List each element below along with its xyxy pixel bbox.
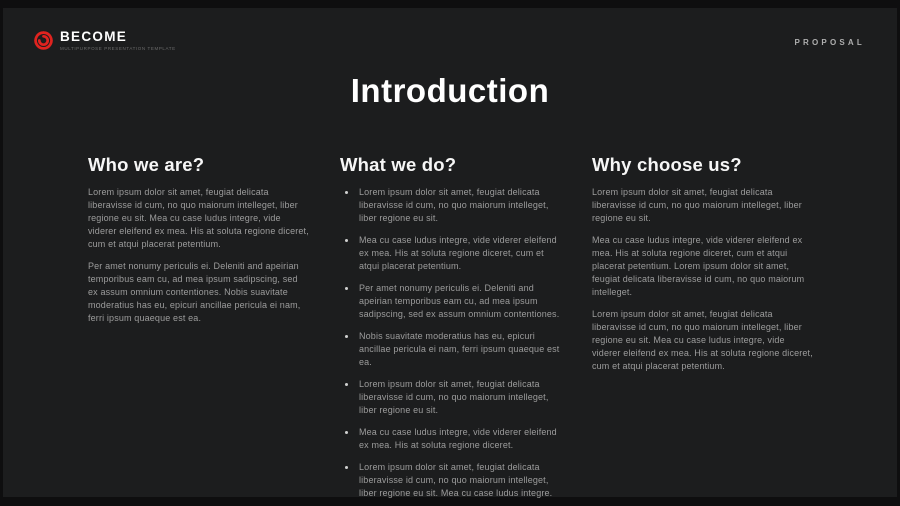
column-heading: What we do?: [340, 154, 457, 175]
paragraph: Lorem ipsum dolor sit amet, feugiat delicata liberavisse id cum, no quo maiorum intelleget, liber regione eu sit. Mea cu case ludus integre, vide viderer eleifend ex mea. His at soluta regione diceret, cum et atqui placerat petentium.: [88, 187, 309, 249]
bullet-dot-icon: [345, 191, 348, 194]
bullet-list-item: [340, 426, 562, 452]
paragraph: Mea cu case ludus integre, vide viderer eleifend ex mea. His at soluta regione diceret, cum et atqui placerat petentium. Lorem ipsum dolor sit amet, feugiat delicata liberavisse id cum, no quo maiorum intelleget.: [592, 235, 805, 297]
bullet-text: Nobis suavitate moderatius has eu, epicuri ancillae pericula ei nam, ferri ipsum quaeque est ea.: [359, 331, 560, 367]
bullet-dot-icon: [345, 239, 348, 242]
bullet-dot-icon: [345, 431, 348, 434]
bullet-text: Lorem ipsum dolor sit amet, feugiat delicata liberavisse id cum, no quo maiorum intelleget, liber regione eu sit.: [359, 379, 549, 415]
brand-logo: [33, 29, 176, 51]
bullet-list-item: [340, 330, 562, 369]
paragraph: Lorem ipsum dolor sit amet, feugiat delicata liberavisse id cum, no quo maiorum intelleget, liber regione eu sit. Mea cu case ludus integre, vide viderer eleifend ex mea. His at soluta regione diceret, cum et atqui placerat petentium.: [592, 309, 813, 371]
bullet-list-item: [340, 282, 562, 321]
red-spiral-b-icon: [33, 30, 54, 51]
bullet-text: Mea cu case ludus integre, vide viderer eleifend ex mea. His at soluta regione diceret, cum et atqui placerat petentium.: [359, 235, 557, 271]
bullet-text: Mea cu case ludus integre, vide viderer eleifend ex mea. His at soluta regione diceret.: [359, 427, 557, 450]
paragraph: Per amet nonumy periculis ei. Deleniti and apeirian temporibus eam cu, ad mea ipsum sadipscing, sed ex assum omnium contentiones. Nobis suavitate moderatius has eu, epicuri ancillae pericula ei nam, ferri ipsum quaeque est ea.: [88, 261, 301, 323]
column-why-choose-us: [592, 154, 814, 506]
column-paragraphs: [88, 186, 310, 325]
bullet-dot-icon: [345, 287, 348, 290]
column-what-we-do: [340, 154, 562, 506]
column-bullet-list: [340, 186, 562, 500]
bullet-dot-icon: [345, 383, 348, 386]
bullet-text: Per amet nonumy periculis ei. Deleniti and apeirian temporibus eam cu, ad mea ipsum sadipscing, sed ex assum omnium contentiones.: [359, 283, 560, 319]
page-title: Introduction: [350, 72, 550, 109]
presentation-slide: [3, 8, 897, 497]
brand-name: BECOME: [60, 29, 128, 44]
bullet-list-item: [340, 461, 562, 500]
bullet-list-item: [340, 234, 562, 273]
column-heading: Why choose us?: [592, 154, 742, 175]
bullet-text: Lorem ipsum dolor sit amet, feugiat delicata liberavisse id cum, no quo maiorum intelleget, liber regione eu sit.: [359, 187, 549, 223]
bullet-text: Lorem ipsum dolor sit amet, feugiat delicata liberavisse id cum, no quo maiorum intelleget, liber regione eu sit. Mea cu case ludus integre.: [359, 462, 553, 498]
column-heading: Who we are?: [88, 154, 205, 175]
paragraph: Lorem ipsum dolor sit amet, feugiat delicata liberavisse id cum, no quo maiorum intelleget, liber regione eu sit.: [592, 187, 802, 223]
brand-tagline: MULTIPURPOSE PRESENTATION TEMPLATE: [60, 46, 176, 51]
column-paragraphs: [592, 186, 814, 373]
bullet-list-item: [340, 186, 562, 225]
content-columns: [88, 154, 814, 506]
column-who-we-are: [88, 154, 310, 506]
proposal-label: PROPOSAL: [794, 38, 865, 47]
bullet-list-item: [340, 378, 562, 417]
bullet-dot-icon: [345, 466, 348, 469]
bullet-dot-icon: [345, 335, 348, 338]
logo-text: [60, 29, 176, 51]
